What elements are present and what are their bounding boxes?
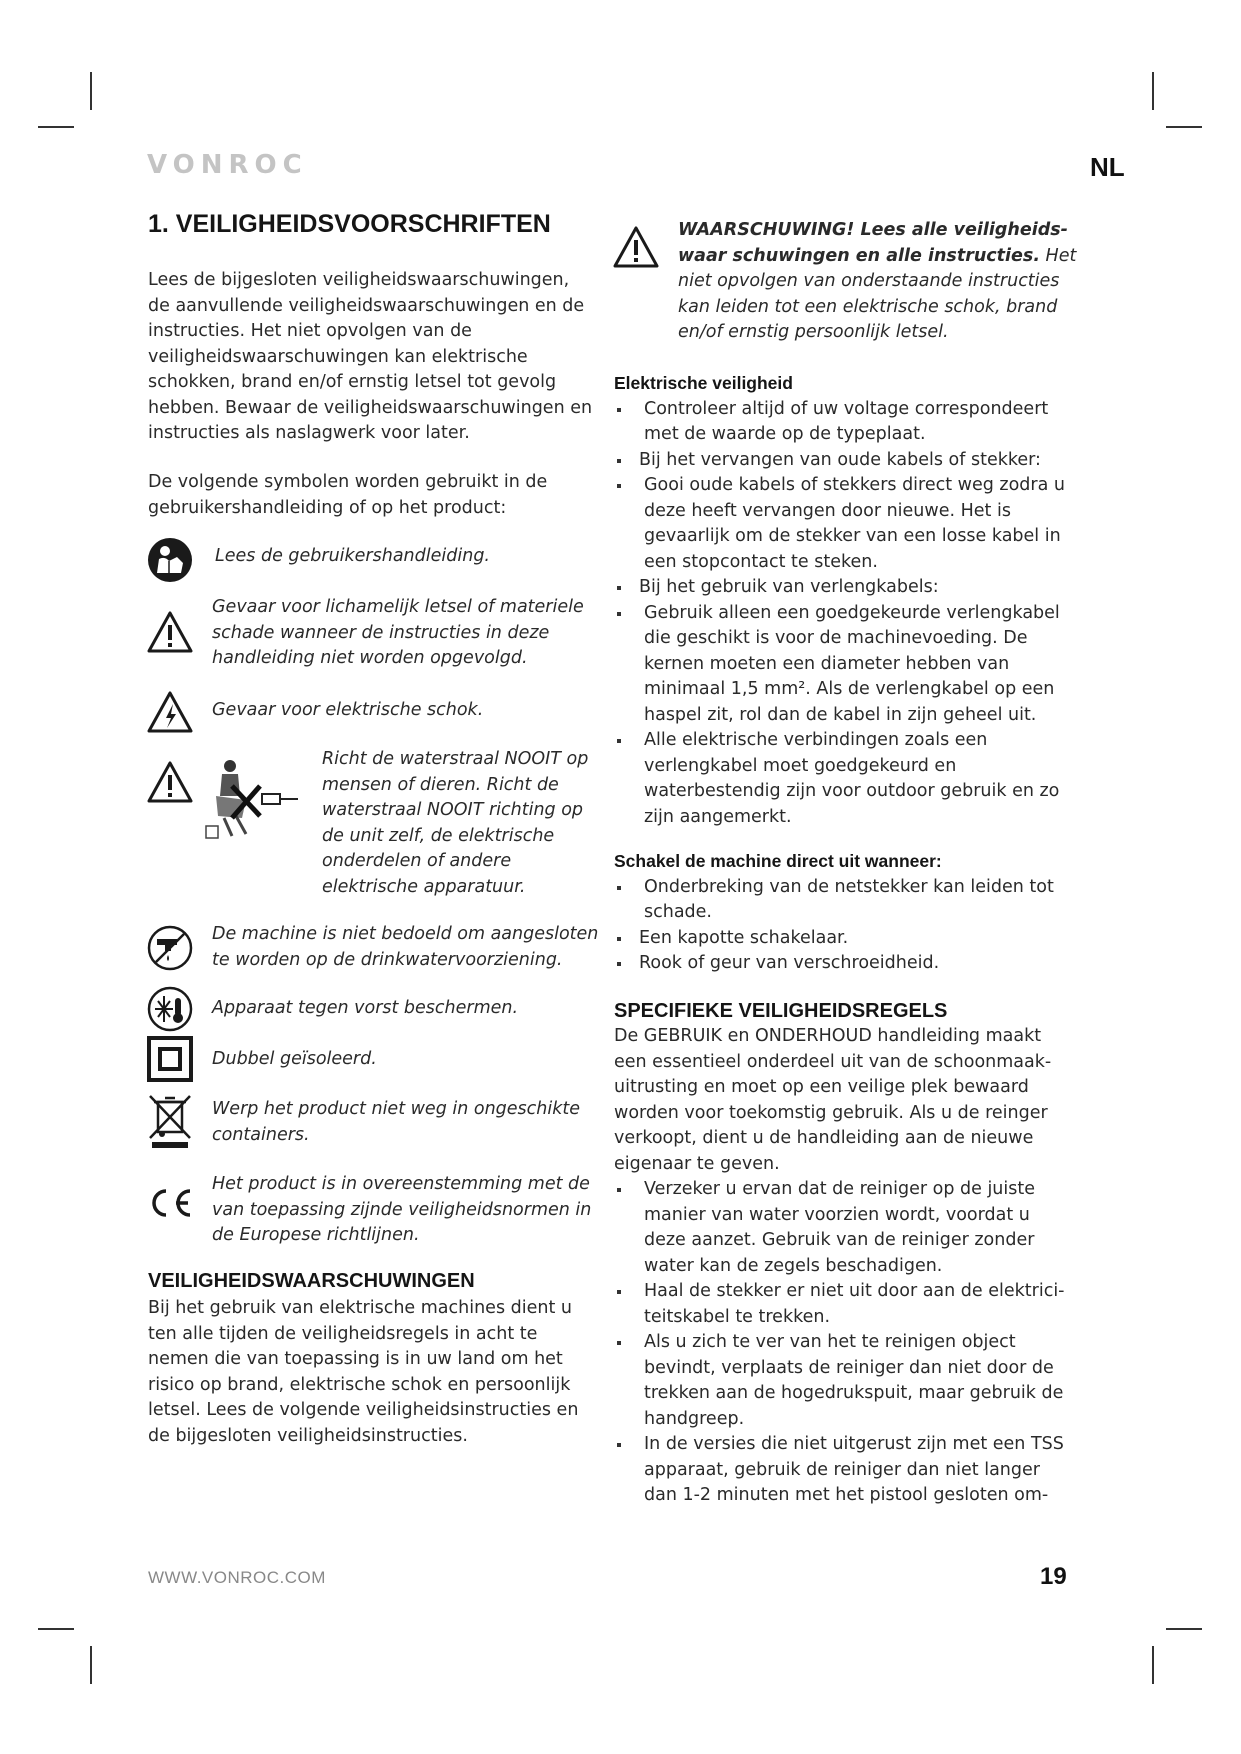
switch-off-section [614,849,1069,977]
symbol-text: Richt de waterstraal NOOIT op mensen of dieren. Richt de waterstraal NOOIT richting op de unit zelf, de elektrische onderdelen of andere elektrische apparatuur. [322,749,589,897]
crop-mark [38,1628,74,1630]
warnings-paragraph: Bij het gebruik van elektrische machines dient u ten alle tijden de veiligheidsregels in acht te nemen die van toepassing is in uw land om het risico op brand, elektrische schok en persoonlijk letsel. Lees de volgende veiligheidsinstructies en de bijgesloten veiligheidsinstructies. [148,1298,579,1446]
specific-heading: SPECIFIEKE VEILIGHEIDSREGELS [614,1000,948,1022]
double-insulated-icon [147,1036,193,1082]
list-item: Bij het vervangen van oude kabels of stekker: [614,448,1069,474]
list-item: Gebruik alleen een goedgekeurde verlengkabel die geschikt is voor de machinevoeding. De kernen moeten een diameter hebben van minimaal 1,5 mm². Als de verlengkabel op een haspel zit, rol dan de kabel in zijn geheel uit. [614,601,1069,729]
list-item: Verzeker u ervan dat de reiniger op de juiste manier van water voorzien wordt, voordat u deze aanzet. Gebruik van de reiniger zonder water kan de zegels beschadigen. [614,1177,1069,1279]
list-item: Rook of geur van verschroeidheid. [614,951,1069,977]
electrical-safety-section [614,371,1069,830]
electrical-heading: Elektrische veiligheid [614,373,793,393]
symbol-text: De machine is niet bedoeld om aangesloten te worden op de drinkwatervoorziening. [212,924,599,970]
weee-bin-icon [146,1092,194,1150]
page-title: 1. VEILIGHEIDSVOORSCHRIFTEN [148,210,551,238]
list-item: Een kapotte schakelaar. [614,926,1069,952]
warning-bold-text: WAARSCHUWING! Lees alle veiligheids-waar schuwingen en alle instructies. [678,220,1068,266]
language-code: NL [1090,152,1125,182]
list-item: Bij het gebruik van verlengkabels: [614,575,1069,601]
symbol-text: Werp het product niet weg in ongeschikte containers. [212,1099,581,1145]
list-item: Gooi oude kabels of stekkers direct weg zodra u deze heeft vervangen door nieuwe. Het is gevaarlijk om de stekker van een losse kabel in een stopcontact te steken. [614,473,1069,575]
warning-triangle-icon [146,610,194,654]
crop-mark [1166,126,1202,128]
symbol-text: Apparaat tegen vorst beschermen. [212,998,519,1018]
specific-paragraph: De GEBRUIK en ONDERHOUD handleiding maakt een essentieel onderdeel uit van de schoonmaak-uitrusting en moet op een veilige plek bewaard worden voor toekomstig gebruik. Als u de reinger verkoopt, dient u de handleiding aan de nieuwe eigenaar te geven. [614,1026,1052,1174]
crop-mark [90,1646,92,1684]
list-item: Onderbreking van de netstekker kan leiden tot schade. [614,875,1069,926]
warning-triangle-icon [612,225,660,269]
ce-mark-icon [146,1186,194,1220]
read-manual-icon [147,537,193,583]
symbol-text: Dubbel geïsoleerd. [212,1049,377,1069]
list-item: Controleer altijd of uw voltage correspondeert met de waarde op de typeplaat. [614,397,1069,448]
frost-protect-icon [147,986,193,1032]
no-drinking-water-icon [147,925,193,971]
no-spray-people-icon [202,756,302,846]
list-item: Alle elektrische verbindingen zoals een verlengkabel moet goedgekeurd en waterbestendig zijn voor outdoor gebruik en zo zijn aangemerkt. [614,728,1069,830]
crop-mark [1152,1646,1154,1684]
specific-rules-section [614,1000,1069,1509]
crop-mark [90,72,92,110]
electric-shock-icon [146,690,194,734]
footer-url[interactable]: WWW.VONROC.COM [148,1568,326,1587]
warning-triangle-icon [146,760,194,804]
switch-off-heading: Schakel de machine direct uit wanneer: [614,851,942,871]
symbols-intro: De volgende symbolen worden gebruikt in de gebruikershandleiding of op het product: [148,472,548,518]
brand-logo: VONROC [147,150,308,180]
list-item: Als u zich te ver van het te reinigen object bevindt, verplaats de reiniger dan niet door de trekken aan de hogedrukspuit, maar gebruik de handgreep. [614,1330,1069,1432]
crop-mark [38,126,74,128]
warning-rest-text: Het niet opvolgen van onderstaande instructies kan leiden tot een elektrische schok, brand en/of ernstig persoonlijk letsel. [678,245,1077,342]
symbol-text: Gevaar voor elektrische schok. [212,700,484,720]
symbol-text: Het product is in overeenstemming met de van toepassing zijnde veiligheidsnormen in de Europese richtlijnen. [212,1174,592,1245]
intro-paragraph: Lees de bijgesloten veiligheidswaarschuwingen, de aanvullende veiligheidswaarschuwingen en de instructies. Het niet opvolgen van de veiligheidswaarschuwingen kan elektrische schokken, brand en/of ernstig letsel tot gevolg hebben. Bewaar de veiligheidswaarschuwingen en instructies als naslagwerk voor later. [148,270,593,443]
symbol-text: Lees de gebruikershandleiding. [215,546,490,566]
list-item: Haal de stekker er niet uit door aan de elektrici-teitskabel te trekken. [614,1279,1069,1330]
symbol-text: Gevaar voor lichamelijk letsel of materiele schade wanneer de instructies in deze handleiding niet worden opgevolgd. [212,597,584,668]
left-column [148,210,598,239]
crop-mark [1166,1628,1202,1630]
warnings-heading: VEILIGHEIDSWAARSCHUWINGEN [148,1270,475,1292]
list-item: In de versies die niet uitgerust zijn met een TSS apparaat, gebruik de reiniger dan niet langer dan 1-2 minuten met het pistool gesloten om- [614,1432,1069,1509]
page-number: 19 [1040,1563,1067,1590]
warning-statement [678,218,1078,346]
crop-mark [1152,72,1154,110]
